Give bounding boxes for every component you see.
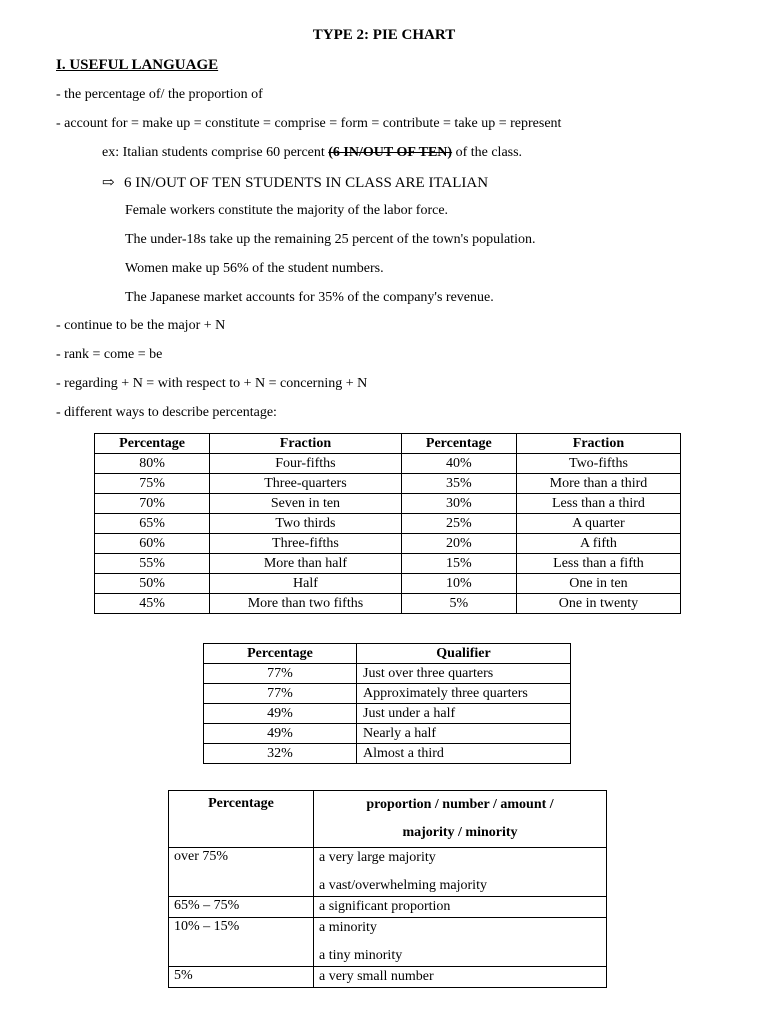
table-row (169, 967, 607, 988)
line-rank: - rank = come = be (56, 347, 163, 362)
table-cell: 65% (95, 514, 210, 534)
line-regarding: - regarding + N = with respect to + N = concerning + N (56, 376, 368, 391)
terms-table (168, 790, 607, 988)
table-cell: Two thirds (210, 514, 402, 534)
example-sentence-1: Female workers constitute the majority of the labor force. (125, 203, 449, 218)
line-account-for: - account for = make up = constitute = comprise = form = contribute = take up = represent (56, 116, 562, 131)
right-arrow-icon: ⇨ (102, 175, 115, 191)
table-row (169, 848, 607, 897)
column-header-line: majority / minority (402, 825, 518, 840)
section-heading: I. USEFUL LANGUAGE (56, 57, 219, 73)
table-cell: 15% (401, 554, 516, 574)
table-cell: 10% (401, 574, 516, 594)
table-row (95, 594, 681, 614)
table-cell (314, 918, 607, 967)
table-cell: Three-quarters (210, 474, 402, 494)
table-row (169, 918, 607, 967)
term-text: a minority (319, 920, 377, 935)
table-header-row (169, 791, 607, 848)
arrow-line (102, 173, 488, 192)
table-cell (314, 897, 607, 918)
table-cell: More than half (210, 554, 402, 574)
table-cell: 55% (95, 554, 210, 574)
column-header: Percentage (204, 644, 357, 664)
table-cell: 5% (401, 594, 516, 614)
example-sentence-3: Women make up 56% of the student numbers. (125, 261, 384, 276)
table-cell: Almost a third (357, 744, 571, 764)
table-cell: Half (210, 574, 402, 594)
table-cell: 40% (401, 454, 516, 474)
column-header: Percentage (95, 434, 210, 454)
table-header-row (95, 434, 681, 454)
table-cell: 50% (95, 574, 210, 594)
arrow-line-text: 6 IN/OUT OF TEN STUDENTS IN CLASS ARE ITALIAN (124, 175, 489, 191)
table-row (95, 554, 681, 574)
example-suffix: of the class. (455, 145, 523, 160)
table-cell: One in ten (516, 574, 680, 594)
table-cell: over 75% (169, 848, 314, 897)
table-cell: 77% (204, 684, 357, 704)
column-header: Fraction (210, 434, 402, 454)
line-different-ways: - different ways to describe percentage: (56, 405, 277, 420)
table-cell: Two-fifths (516, 454, 680, 474)
term-text: a very large majority (319, 850, 436, 865)
table-row (204, 704, 571, 724)
table-cell: A fifth (516, 534, 680, 554)
table-row (95, 454, 681, 474)
table-cell: 20% (401, 534, 516, 554)
column-header (314, 791, 607, 848)
table-cell (314, 967, 607, 988)
term-text: a vast/overwhelming majority (319, 878, 487, 893)
table-cell: More than a third (516, 474, 680, 494)
line-percentage-of: - the percentage of/ the proportion of (56, 87, 263, 102)
table-row (95, 574, 681, 594)
example-sentence-4: The Japanese market accounts for 35% of the company's revenue. (125, 290, 494, 305)
table-row (95, 514, 681, 534)
table-row (95, 474, 681, 494)
table-cell: 80% (95, 454, 210, 474)
table-row (169, 897, 607, 918)
column-header: Qualifier (357, 644, 571, 664)
table-cell: One in twenty (516, 594, 680, 614)
table-cell (314, 848, 607, 897)
table-cell: 35% (401, 474, 516, 494)
example-strikethrough: (6 IN/OUT OF TEN) (328, 145, 453, 160)
table-row (95, 534, 681, 554)
table-cell: 49% (204, 704, 357, 724)
table-cell: 10% – 15% (169, 918, 314, 967)
table-cell: Just under a half (357, 704, 571, 724)
table-row (204, 744, 571, 764)
table-cell: 32% (204, 744, 357, 764)
table-cell: 45% (95, 594, 210, 614)
table-cell: 25% (401, 514, 516, 534)
table-cell: Approximately three quarters (357, 684, 571, 704)
table-cell: 60% (95, 534, 210, 554)
column-header-line: proportion / number / amount / (366, 797, 554, 812)
table-row (204, 664, 571, 684)
example-sentence-2: The under-18s take up the remaining 25 percent of the town's population. (125, 232, 536, 247)
table-cell: 5% (169, 967, 314, 988)
column-header: Percentage (169, 791, 314, 848)
example-prefix: ex: Italian students comprise 60 percent (102, 145, 325, 160)
term-text: a significant proportion (319, 899, 451, 914)
table-cell: Four-fifths (210, 454, 402, 474)
column-header: Percentage (401, 434, 516, 454)
table-cell: More than two fifths (210, 594, 402, 614)
table-cell: Just over three quarters (357, 664, 571, 684)
table-cell: Less than a third (516, 494, 680, 514)
example-line (102, 145, 522, 161)
table-cell: 77% (204, 664, 357, 684)
table-cell: Less than a fifth (516, 554, 680, 574)
table-cell: 75% (95, 474, 210, 494)
column-header: Fraction (516, 434, 680, 454)
table-row (95, 494, 681, 514)
line-continue-to-be: - continue to be the major + N (56, 318, 226, 333)
table-cell: A quarter (516, 514, 680, 534)
table-cell: Seven in ten (210, 494, 402, 514)
page-title: TYPE 2: PIE CHART (312, 27, 456, 43)
term-text: a tiny minority (319, 948, 403, 963)
table-row (204, 684, 571, 704)
table-cell: 30% (401, 494, 516, 514)
table-header-row (204, 644, 571, 664)
table-cell: 65% – 75% (169, 897, 314, 918)
term-text: a very small number (319, 969, 434, 984)
qualifier-table (203, 643, 571, 764)
table-row (204, 724, 571, 744)
table-cell: Nearly a half (357, 724, 571, 744)
table-cell: Three-fifths (210, 534, 402, 554)
table-cell: 70% (95, 494, 210, 514)
table-cell: 49% (204, 724, 357, 744)
fractions-table (94, 433, 681, 614)
